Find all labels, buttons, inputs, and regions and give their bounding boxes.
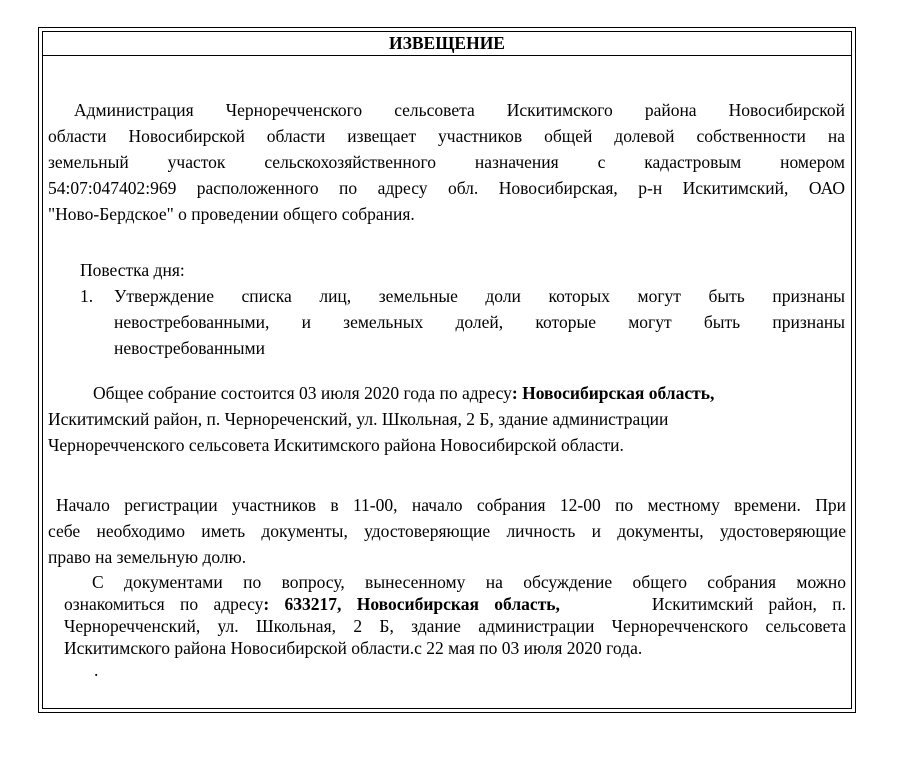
documents-line-2b: : 633217, Новосибирская область, bbox=[263, 594, 560, 614]
meeting-line-1a: Общее собрание состоится 03 июля 2020 года по адресу bbox=[93, 383, 512, 403]
meeting-line-2: Искитимский район, п. Чернореченский, ул. Школьная, 2 Б, здание администрации bbox=[48, 409, 669, 429]
registration-line-3: право на земельную долю. bbox=[48, 547, 247, 567]
documents-line-2 bbox=[64, 593, 846, 615]
meeting-line-1 bbox=[48, 380, 828, 406]
intro-line-2: области Новосибирской области извещает участников общей долевой собственности на bbox=[48, 126, 845, 146]
agenda-label-text: Повестка дня: bbox=[80, 260, 185, 280]
notice-title: ИЗВЕЩЕНИЕ bbox=[389, 33, 505, 53]
documents-line-2a: ознакомиться по адресу bbox=[64, 594, 264, 614]
documents-line-4: Искитимского района Новосибирской области.с 22 мая по 03 июля 2020 года. bbox=[64, 638, 643, 658]
agenda-label bbox=[80, 257, 780, 283]
agenda-item-line-2: невостребованными, и земельных долей, которые могут быть признаны bbox=[114, 312, 845, 332]
agenda-item-line-3: невостребованными bbox=[114, 338, 265, 358]
intro-line-4: 54:07:047402:969 расположенного по адресу обл. Новосибирская, р-н Искитимский, ОАО bbox=[48, 178, 845, 198]
agenda-item-line-1: Утверждение списка лиц, земельные доли которых могут быть признаны bbox=[114, 286, 845, 306]
meeting-paragraph bbox=[48, 380, 828, 458]
registration-paragraph bbox=[48, 492, 846, 570]
registration-line-2: себе необходимо иметь документы, удостоверяющие личность и документы, удостоверяющие bbox=[48, 521, 846, 541]
intro-line-1: Администрация Черноречченского сельсовета Искитимского района Новосибирской bbox=[74, 100, 845, 120]
title-bar bbox=[42, 31, 852, 56]
documents-paragraph bbox=[64, 571, 846, 681]
meeting-line-3: Черноречченского сельсовета Искитимского района Новосибирской области. bbox=[48, 435, 624, 455]
documents-line-2c: Искитимский район, п. bbox=[651, 594, 846, 614]
agenda-item bbox=[114, 283, 845, 361]
intro-paragraph bbox=[48, 97, 845, 227]
intro-line-3: земельный участок сельскохозяйственного назначения с кадастровым номером bbox=[48, 152, 845, 172]
intro-line-5: "Ново-Бердское" о проведении общего собрания. bbox=[48, 204, 415, 224]
agenda-item-number: 1. bbox=[80, 286, 94, 306]
meeting-line-1b: : Новосибирская область, bbox=[511, 383, 715, 403]
registration-line-1: Начало регистрации участников в 11-00, начало собрания 12-00 по местному времени. При bbox=[56, 495, 846, 515]
documents-line-1: С документами по вопросу, вынесенному на обсуждение общего собрания можно bbox=[92, 572, 846, 592]
trailing-dot: . bbox=[94, 660, 99, 680]
documents-line-3: Черноречченский, ул. Школьная, 2 Б, здание администрации Черноречченского сельсовета bbox=[64, 616, 846, 636]
